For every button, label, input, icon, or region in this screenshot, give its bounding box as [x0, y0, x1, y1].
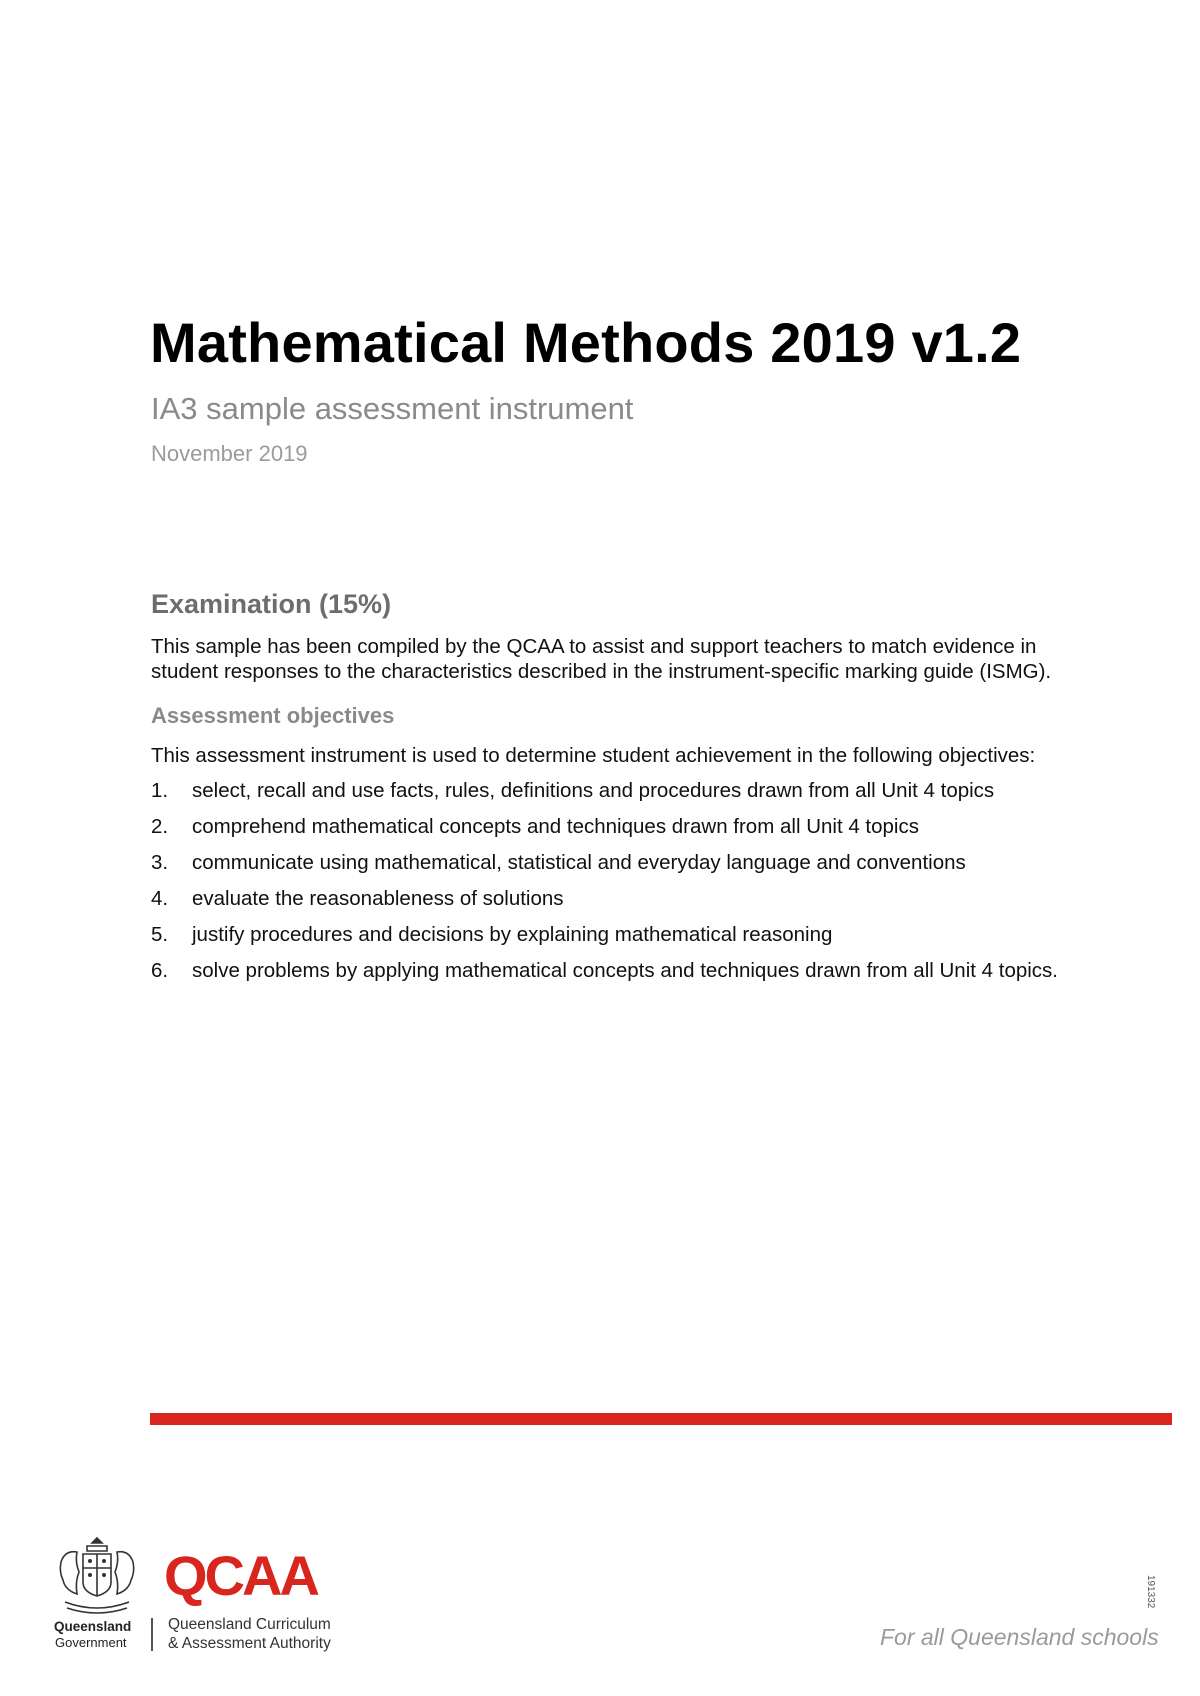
- qcaa-name-line-2: & Assessment Authority: [168, 1635, 331, 1652]
- document-title: Mathematical Methods 2019 v1.2: [150, 311, 1022, 374]
- document-code: 191332: [1145, 1575, 1156, 1609]
- objective-item: [151, 958, 1061, 983]
- objectives-list: [151, 778, 1061, 983]
- examination-section: [151, 588, 1061, 994]
- objective-item: [151, 850, 1061, 875]
- objectives-intro: This assessment instrument is used to determine student achievement in the following objectives:: [151, 743, 1036, 767]
- section-heading: Examination (15%): [151, 589, 392, 619]
- qcaa-name-line-1: Queensland Curriculum: [168, 1616, 331, 1633]
- footer-divider-rule: [150, 1413, 1172, 1425]
- qcaa-logo: QCAA: [164, 1544, 317, 1607]
- queensland-crest-icon: [47, 1532, 147, 1616]
- queensland-logo-text: Queensland: [54, 1619, 132, 1634]
- government-logo-text: Government: [55, 1635, 127, 1650]
- objective-text: communicate using mathematical, statistical and everyday language and conventions: [192, 850, 966, 874]
- section-intro: This sample has been compiled by the QCAA to assist and support teachers to match evidence in student responses to the characteristics described in the instrument-specific marking guide (ISMG).: [151, 635, 1052, 684]
- objective-item: [151, 922, 1061, 947]
- objective-text: solve problems by applying mathematical concepts and techniques drawn from all Unit 4 topics.: [192, 958, 1058, 982]
- objective-text: select, recall and use facts, rules, definitions and procedures drawn from all Unit 4 topics: [192, 778, 995, 802]
- logo-separator: [151, 1618, 153, 1651]
- objective-number: 4.: [151, 886, 169, 910]
- objective-number: 1.: [151, 778, 169, 802]
- objective-number: 5.: [151, 922, 169, 946]
- objective-text: comprehend mathematical concepts and techniques drawn from all Unit 4 topics: [192, 814, 919, 838]
- objective-item: [151, 886, 1061, 911]
- footer-tagline: For all Queensland schools: [880, 1624, 1159, 1650]
- objective-text: evaluate the reasonableness of solutions: [192, 886, 564, 910]
- objective-number: 6.: [151, 958, 169, 982]
- objective-item: [151, 778, 1061, 803]
- objective-number: 3.: [151, 850, 169, 874]
- objective-number: 2.: [151, 814, 169, 838]
- objectives-heading: Assessment objectives: [151, 703, 395, 729]
- objective-text: justify procedures and decisions by explaining mathematical reasoning: [192, 922, 833, 946]
- document-subtitle: IA3 sample assessment instrument: [151, 391, 634, 426]
- document-date: November 2019: [151, 441, 308, 466]
- objective-item: [151, 814, 1061, 839]
- footer-logos: [44, 1532, 364, 1652]
